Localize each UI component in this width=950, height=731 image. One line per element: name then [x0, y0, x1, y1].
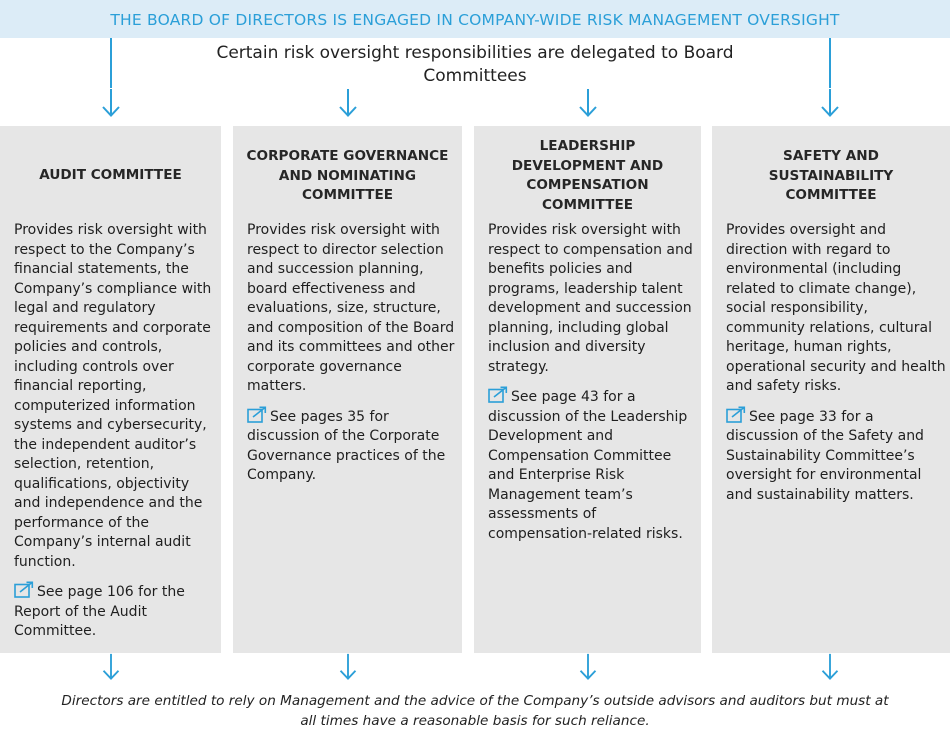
- external-link-icon[interactable]: [247, 406, 267, 423]
- committee-title: SAFETY AND SUSTAINABILITY COMMITTEE: [768, 148, 894, 203]
- committee-reference[interactable]: [726, 406, 946, 506]
- arrow-down-icon: [820, 653, 840, 681]
- committee-box-safety: [712, 126, 950, 653]
- committee-title: AUDIT COMMITTEE: [39, 167, 182, 183]
- delegation-text: Certain risk oversight responsibilities are delegated to Board Committees: [216, 43, 734, 86]
- committee-body: [14, 221, 214, 642]
- committee-box-audit: [0, 126, 221, 653]
- committee-reference[interactable]: [247, 406, 457, 486]
- reliance-footnote: Directors are entitled to rely on Management and the advice of the Company’s outside advisors and auditors but must at all times have a reasonable basis for such reliance.: [61, 693, 889, 729]
- connector-line: [820, 38, 840, 88]
- committee-title: CORPORATE GOVERNANCE AND NOMINATING COMMITTEE: [246, 148, 449, 203]
- committee-reference[interactable]: [488, 386, 694, 544]
- committee-body: [726, 221, 946, 505]
- committee-title: LEADERSHIP DEVELOPMENT AND COMPENSATION COMMITTEE: [511, 138, 664, 213]
- reference-text[interactable]: See pages 35 for discussion of the Corporate Governance practices of the Company.: [247, 408, 446, 483]
- arrow-down-icon: [338, 88, 358, 118]
- committee-body: [488, 221, 694, 544]
- committee-reference[interactable]: [14, 581, 214, 642]
- connector-line: [101, 38, 121, 88]
- external-link-icon[interactable]: [726, 406, 746, 423]
- board-oversight-banner: THE BOARD OF DIRECTORS IS ENGAGED IN COMPANY-WIDE RISK MANAGEMENT OVERSIGHT: [0, 0, 950, 38]
- arrow-down-icon: [578, 653, 598, 681]
- external-link-icon[interactable]: [14, 581, 34, 598]
- arrow-down-icon: [101, 653, 121, 681]
- reference-text[interactable]: See page 43 for a discussion of the Leadership Development and Compensation Committee and Enterprise Risk Management team’s assessments of compensation-related risks.: [488, 389, 688, 542]
- arrow-down-icon: [578, 88, 598, 118]
- committee-body: [247, 221, 457, 486]
- committee-box-leadership: [474, 126, 701, 653]
- arrow-down-icon: [820, 88, 840, 118]
- committee-description: Provides risk oversight with respect to compensation and benefits policies and programs, leadership talent development and succession planning, including global inclusion and diversity strategy.: [488, 222, 693, 375]
- arrow-down-icon: [338, 653, 358, 681]
- committee-box-governance: [233, 126, 462, 653]
- external-link-icon[interactable]: [488, 386, 508, 403]
- arrow-down-icon: [101, 88, 121, 118]
- committee-description: Provides oversight and direction with regard to environmental (including related to climate change), social responsibility, community relations, cultural heritage, human rights, operational security and health and safety risks.: [726, 222, 946, 394]
- reference-text[interactable]: See page 106 for the Report of the Audit Committee.: [14, 584, 185, 639]
- committee-description: Provides risk oversight with respect to director selection and succession planning, board effectiveness and evaluations, size, structure, and composition of the Board and its committees and other corporate governance matters.: [247, 222, 455, 394]
- committee-description: Provides risk oversight with respect to the Company’s financial statements, the Company’s compliance with legal and regulatory requirements and corporate policies and controls, including controls over financial reporting, computerized information systems and cybersecurity, the independent auditor’s selection, retention, qualifications, objectivity and independence and the performance of the Company’s internal audit function.: [14, 222, 212, 570]
- reference-text[interactable]: See page 33 for a discussion of the Safety and Sustainability Committee’s oversight for environmental and sustainability matters.: [726, 408, 924, 503]
